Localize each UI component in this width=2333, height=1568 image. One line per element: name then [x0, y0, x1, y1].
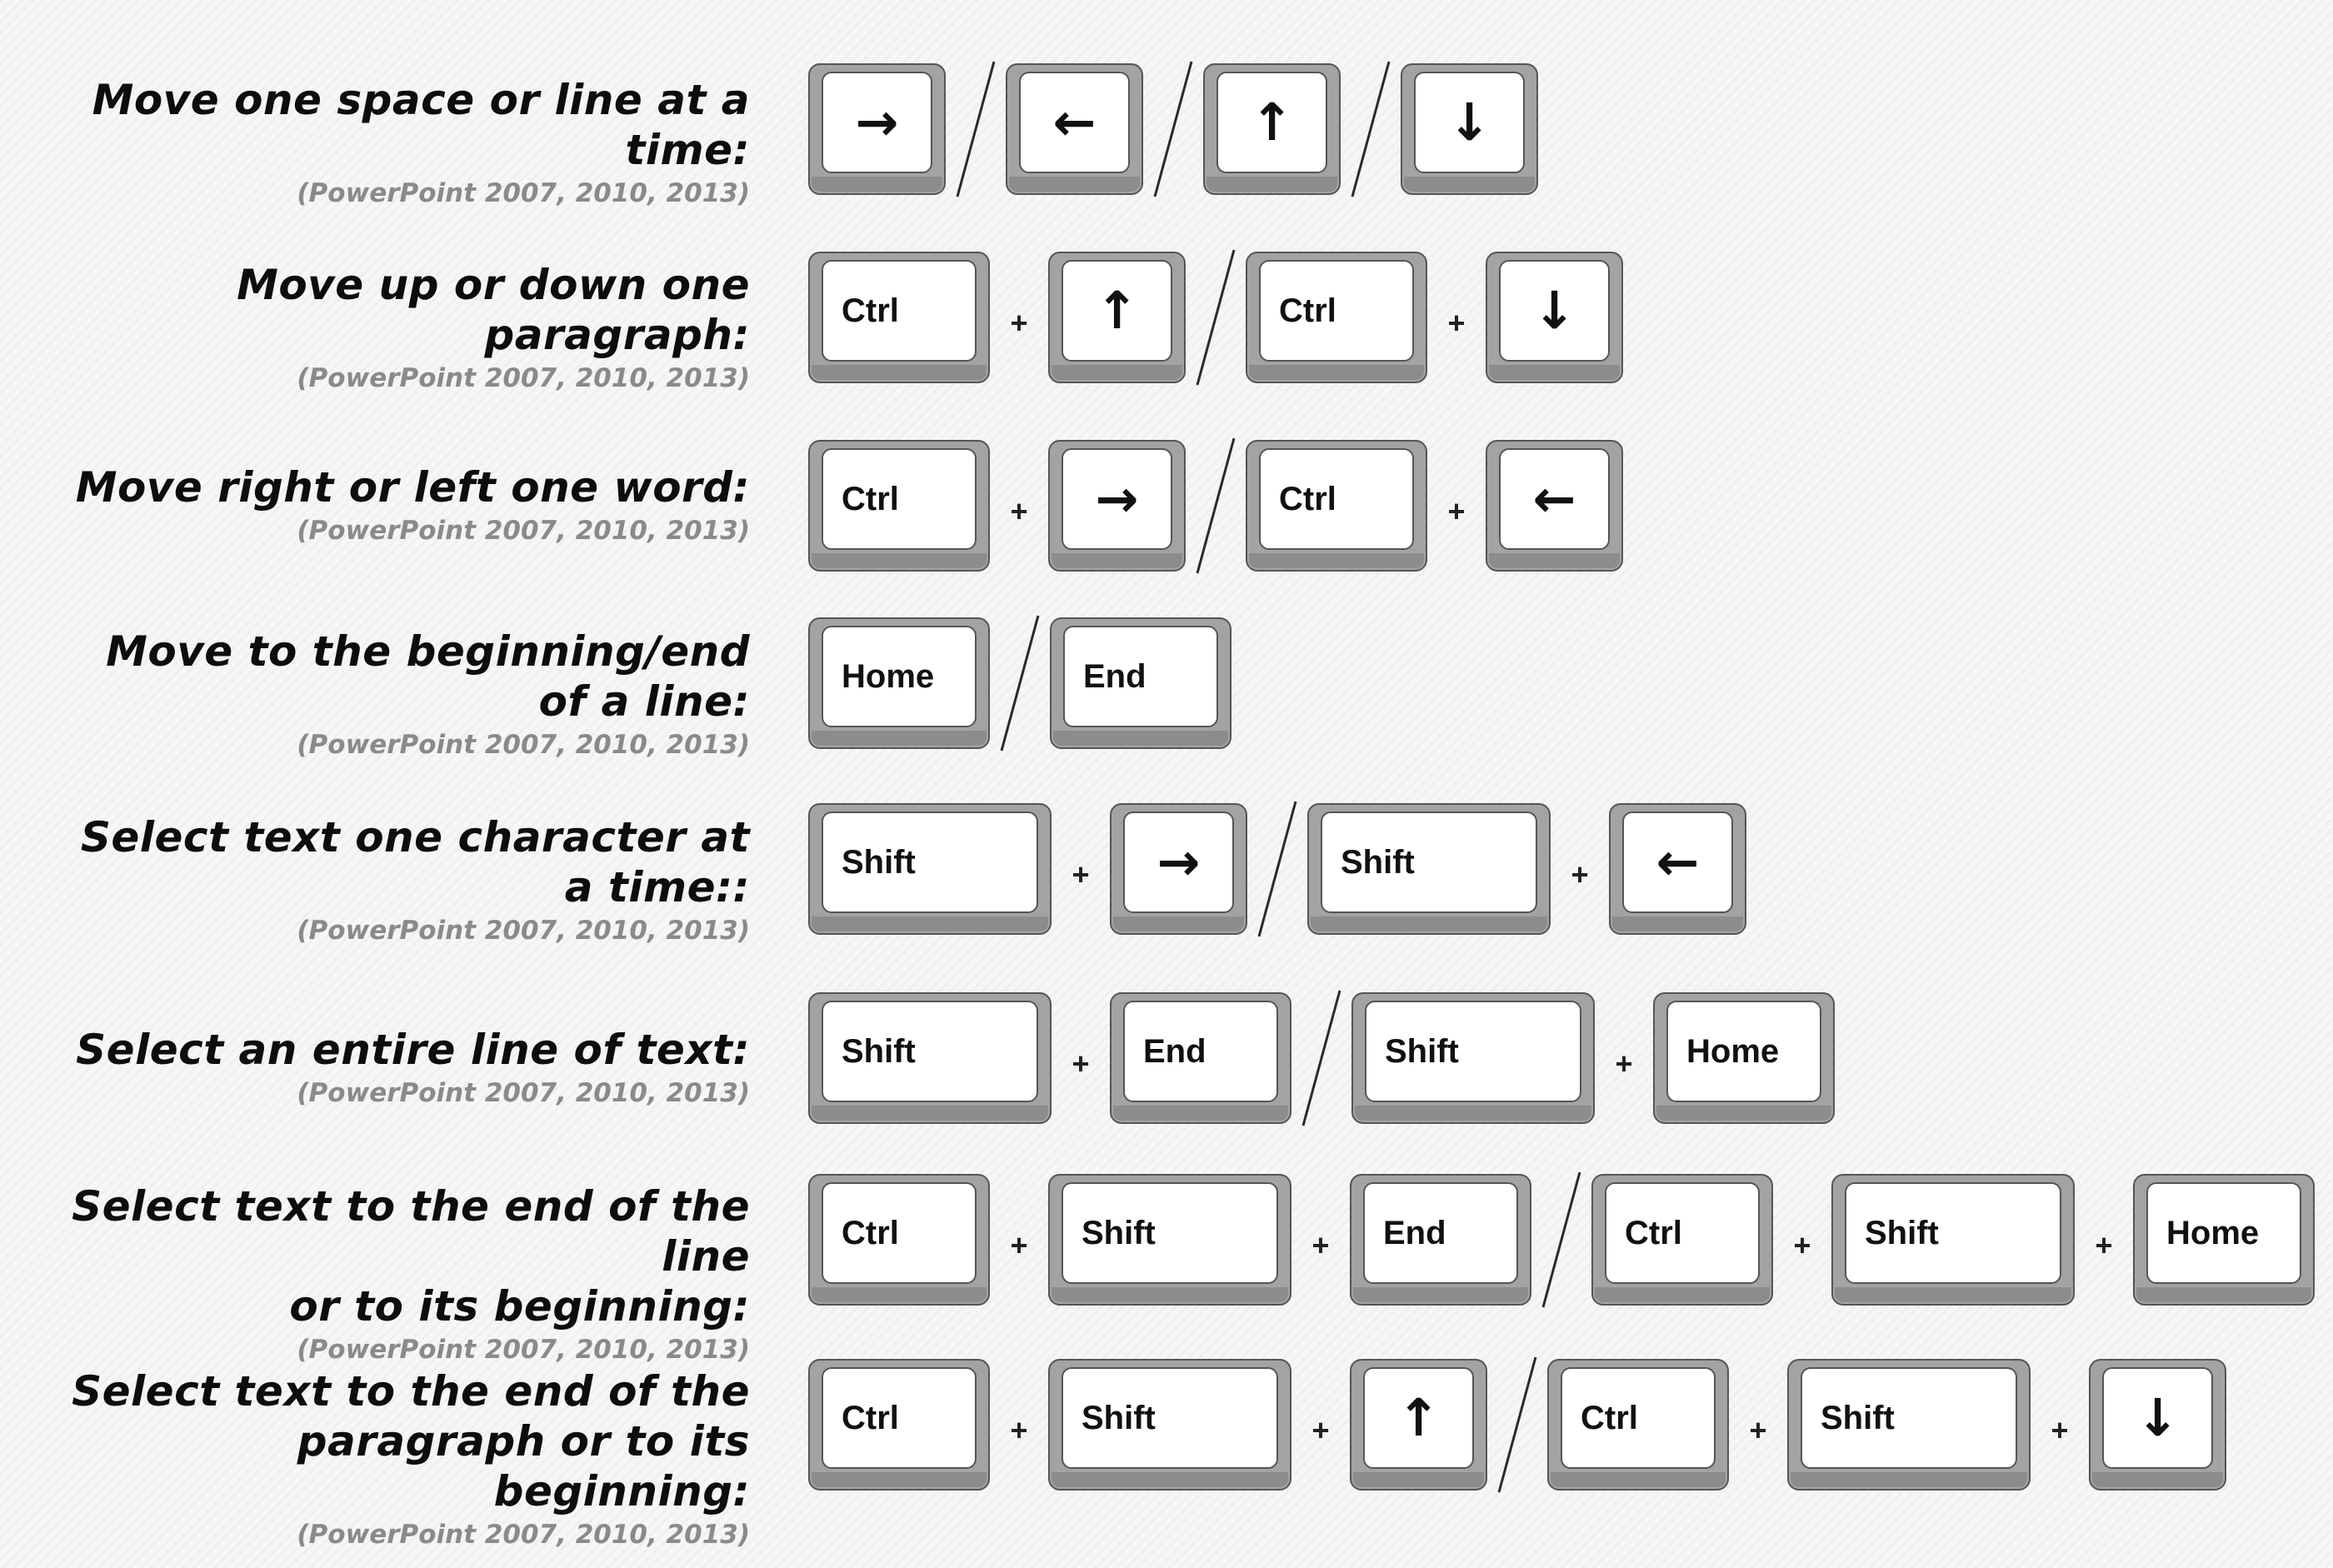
shortcut-title: Select an entire line of text:: [76, 1026, 750, 1074]
keycap: [1321, 811, 1537, 913]
shortcut-title: Move right or left one word:: [75, 463, 750, 512]
keycap: [1123, 1001, 1278, 1102]
key-combination: [808, 987, 1835, 1129]
separator-slash: [1247, 798, 1307, 940]
shortcut-version-note: (PowerPoint 2007, 2010, 2013): [297, 1335, 750, 1365]
key-label: End: [1083, 657, 1147, 695]
shortcut-version-note: (PowerPoint 2007, 2010, 2013): [297, 178, 750, 208]
plus-sign: +: [1072, 1046, 1090, 1081]
plus-sign: +: [1010, 494, 1028, 528]
separator-slash: [1487, 1354, 1547, 1496]
key-label: Ctrl: [1279, 480, 1336, 517]
keycap: [1062, 448, 1172, 550]
key-label: Shift: [842, 1032, 916, 1070]
shortcut-version-note: (PowerPoint 2007, 2010, 2013): [297, 516, 750, 546]
plus-sign: +: [1072, 857, 1090, 891]
key-combination: [808, 1354, 2226, 1496]
key-shift: [1307, 803, 1551, 935]
shortcut-label: [33, 812, 750, 949]
keycap: [822, 448, 977, 550]
plus-sign: +: [1447, 306, 1466, 340]
plus-sign: +: [2051, 1413, 2069, 1447]
arrow-right-icon: →: [1157, 831, 1201, 892]
keycap: [1414, 72, 1525, 173]
keycap: [1062, 1182, 1278, 1284]
keycap: [822, 1367, 977, 1469]
keycap: [1605, 1182, 1760, 1284]
keycap: [822, 1001, 1038, 1102]
arrow-down-icon: ↓: [2136, 1387, 2180, 1448]
key-label: Shift: [1821, 1399, 1895, 1436]
arrow-right-icon: →: [855, 92, 899, 152]
keycap: [2146, 1182, 2301, 1284]
plus-sign: +: [1749, 1413, 1767, 1447]
arrow-down-icon: ↓: [1447, 92, 1491, 152]
key-arrow-left: [1486, 440, 1623, 572]
key-home: [808, 617, 990, 749]
key-ctrl: [808, 252, 990, 383]
key-arrow-left: [1006, 63, 1143, 195]
keycap: [1666, 1001, 1821, 1102]
separator-slash: [1186, 435, 1246, 577]
keycap: [1062, 260, 1172, 362]
key-label: Home: [842, 657, 935, 695]
keycap: [2102, 1367, 2213, 1469]
keycap: [1801, 1367, 2017, 1469]
separator-slash: [1341, 58, 1401, 200]
key-label: End: [1383, 1214, 1446, 1251]
keycap: [1845, 1182, 2061, 1284]
keycap: [1123, 811, 1234, 913]
key-arrow-left: [1609, 803, 1746, 935]
separator-slash: [1143, 58, 1203, 200]
shortcut-title: Select text one character at a time::: [80, 813, 750, 911]
key-shift: [1787, 1359, 2031, 1491]
shortcut-title: Move up or down one paragraph:: [237, 261, 750, 359]
key-label: Ctrl: [842, 292, 899, 329]
shortcut-label: [33, 260, 750, 397]
key-ctrl: [1246, 252, 1427, 383]
key-home: [1653, 992, 1835, 1124]
shortcut-title: Move one space or line at a time:: [92, 76, 750, 174]
plus-sign: +: [1571, 857, 1589, 891]
key-shift: [808, 803, 1052, 935]
separator-slash: [1531, 1169, 1591, 1311]
keycap: [1363, 1367, 1474, 1469]
key-ctrl: [808, 1174, 990, 1306]
keycap: [822, 811, 1038, 913]
separator-slash: [946, 58, 1006, 200]
keycap: [822, 626, 977, 727]
key-label: Ctrl: [842, 1399, 899, 1436]
keycap: [1499, 260, 1610, 362]
shortcut-label: [33, 1025, 750, 1111]
key-arrow-down: [2089, 1359, 2226, 1491]
key-combination: [808, 612, 1231, 754]
keycap: [1259, 448, 1414, 550]
arrow-right-icon: →: [1095, 468, 1139, 529]
key-combination: [808, 58, 1538, 200]
plus-sign: +: [1793, 1228, 1811, 1262]
arrow-left-icon: ←: [1052, 92, 1097, 152]
keycap: [822, 260, 977, 362]
key-label: Ctrl: [1279, 292, 1336, 329]
key-shift: [1048, 1174, 1291, 1306]
keycap: [1622, 811, 1733, 913]
key-end: [1050, 617, 1231, 749]
keycap: [1259, 260, 1414, 362]
key-arrow-right: [808, 63, 946, 195]
arrow-up-icon: ↑: [1396, 1387, 1441, 1448]
plus-sign: +: [1447, 494, 1466, 528]
key-label: Shift: [1385, 1032, 1459, 1070]
key-arrow-right: [1048, 440, 1186, 572]
key-ctrl: [808, 1359, 990, 1491]
key-label: Ctrl: [1625, 1214, 1682, 1251]
keycap: [1561, 1367, 1716, 1469]
key-ctrl: [1591, 1174, 1773, 1306]
keycap: [1216, 72, 1327, 173]
plus-sign: +: [1311, 1413, 1330, 1447]
keycap: [1063, 626, 1218, 727]
plus-sign: +: [1311, 1228, 1330, 1262]
shortcut-label: [33, 462, 750, 549]
plus-sign: +: [1010, 306, 1028, 340]
key-label: Home: [2166, 1214, 2260, 1251]
key-label: Ctrl: [1581, 1399, 1638, 1436]
key-label: Shift: [1341, 843, 1415, 881]
plus-sign: +: [2095, 1228, 2113, 1262]
key-end: [1350, 1174, 1531, 1306]
arrow-left-icon: ←: [1532, 468, 1576, 529]
arrow-left-icon: ←: [1656, 831, 1700, 892]
key-arrow-right: [1110, 803, 1247, 935]
key-ctrl: [808, 440, 990, 572]
arrow-up-icon: ↑: [1250, 92, 1294, 152]
key-shift: [1351, 992, 1595, 1124]
key-combination: [808, 798, 1746, 940]
keycap: [1363, 1182, 1518, 1284]
keycap: [822, 72, 932, 173]
key-label: Shift: [1082, 1214, 1156, 1251]
key-ctrl: [1246, 440, 1427, 572]
key-combination: [808, 1169, 2315, 1311]
key-arrow-down: [1486, 252, 1623, 383]
shortcut-version-note: (PowerPoint 2007, 2010, 2013): [297, 1078, 750, 1108]
plus-sign: +: [1615, 1046, 1633, 1081]
keycap: [1019, 72, 1130, 173]
shortcut-label: [33, 1181, 750, 1368]
keycap: [1499, 448, 1610, 550]
shortcut-label: [33, 627, 750, 763]
separator-slash: [1291, 987, 1351, 1129]
shortcut-version-note: (PowerPoint 2007, 2010, 2013): [297, 916, 750, 946]
key-shift: [1831, 1174, 2075, 1306]
key-arrow-up: [1350, 1359, 1487, 1491]
separator-slash: [1186, 247, 1246, 388]
shortcut-version-note: (PowerPoint 2007, 2010, 2013): [297, 730, 750, 760]
key-label: End: [1143, 1032, 1206, 1070]
shortcut-title: Select text to the end of the line or to its beginning:: [72, 1182, 750, 1331]
key-arrow-down: [1401, 63, 1538, 195]
separator-slash: [990, 612, 1050, 754]
key-arrow-up: [1048, 252, 1186, 383]
key-ctrl: [1547, 1359, 1729, 1491]
shortcut-label: [33, 75, 750, 212]
key-label: Shift: [842, 843, 916, 881]
key-label: Shift: [1865, 1214, 1939, 1251]
key-label: Home: [1686, 1032, 1780, 1070]
key-combination: [808, 435, 1623, 577]
shortcut-title: Move to the beginning/end of a line:: [106, 627, 750, 726]
key-label: Ctrl: [842, 480, 899, 517]
plus-sign: +: [1010, 1228, 1028, 1262]
key-combination: [808, 247, 1623, 388]
key-shift: [1048, 1359, 1291, 1491]
shortcut-version-note: (PowerPoint 2007, 2010, 2013): [297, 363, 750, 393]
arrow-down-icon: ↓: [1532, 280, 1576, 341]
keycap: [822, 1182, 977, 1284]
plus-sign: +: [1010, 1413, 1028, 1447]
shortcut-version-note: (PowerPoint 2007, 2010, 2013): [297, 1520, 750, 1550]
key-shift: [808, 992, 1052, 1124]
keycap: [1062, 1367, 1278, 1469]
key-label: Shift: [1082, 1399, 1156, 1436]
shortcut-title: Select text to the end of the paragraph or to its beginning:: [72, 1367, 750, 1516]
key-end: [1110, 992, 1291, 1124]
keycap: [1365, 1001, 1581, 1102]
shortcut-label: [33, 1366, 750, 1553]
arrow-up-icon: ↑: [1095, 280, 1139, 341]
key-arrow-up: [1203, 63, 1341, 195]
key-home: [2133, 1174, 2315, 1306]
key-label: Ctrl: [842, 1214, 899, 1251]
